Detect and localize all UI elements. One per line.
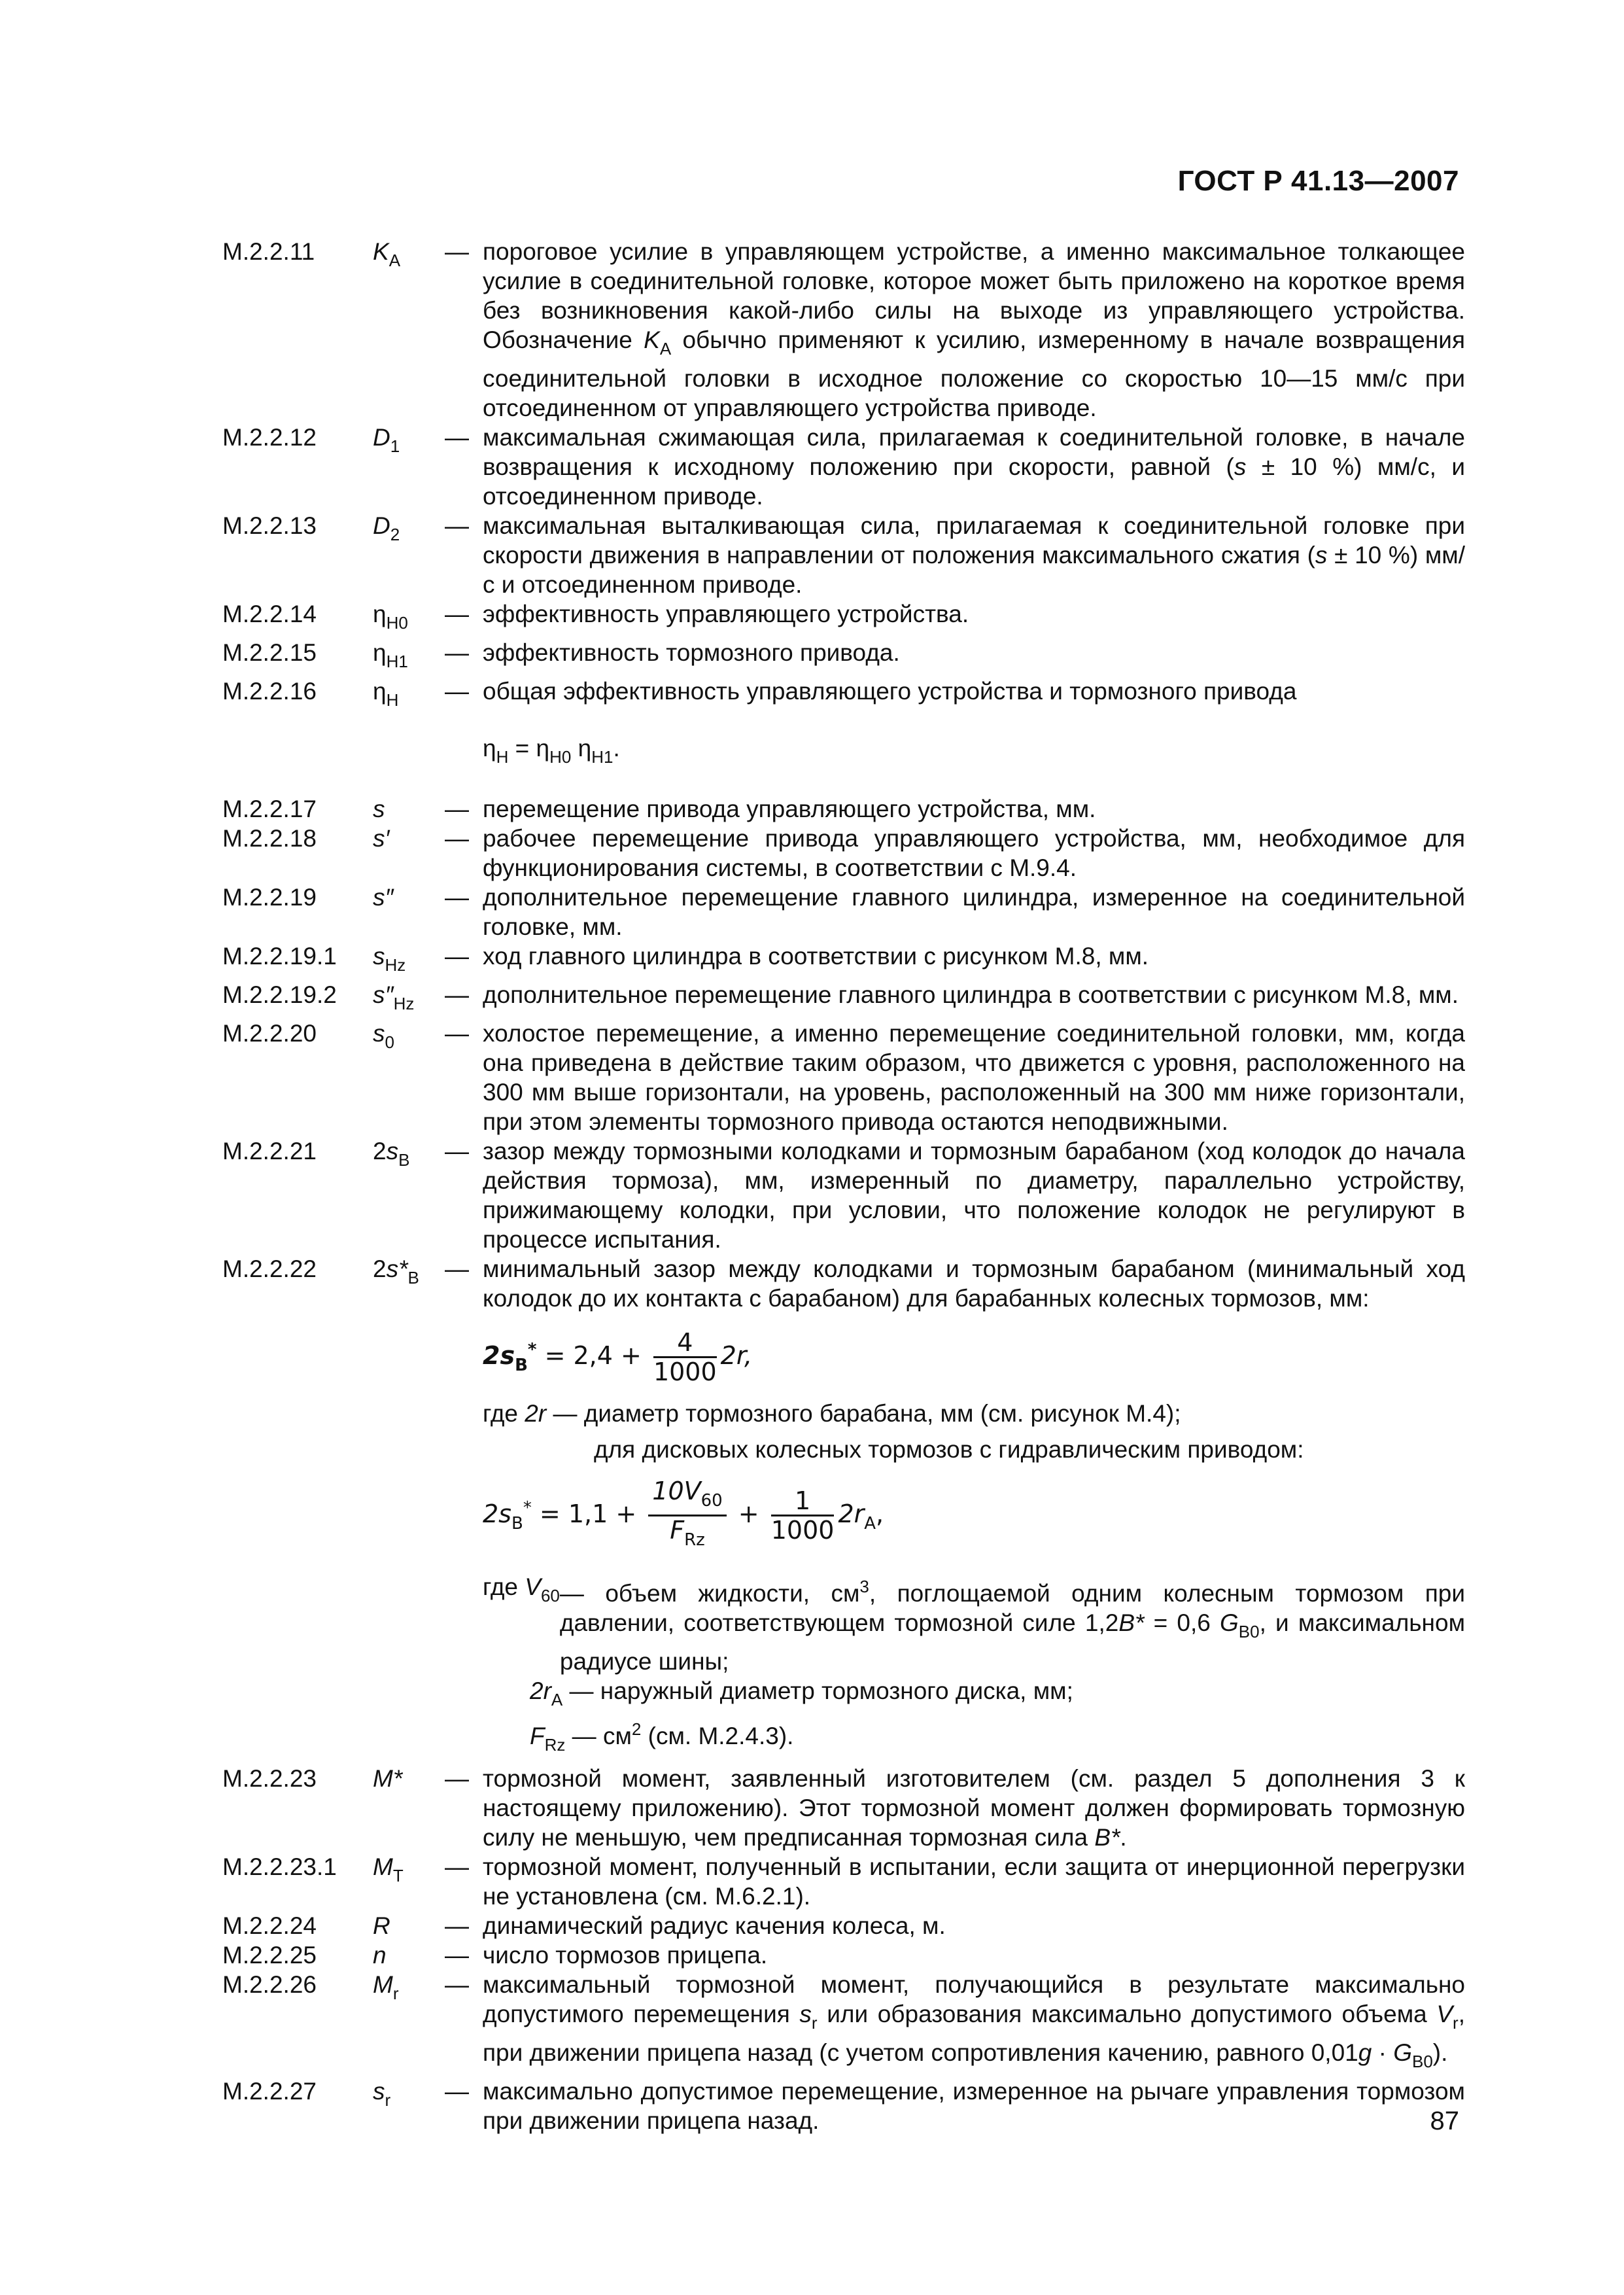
definition-text: эффективность управляющего устройства. — [483, 601, 969, 627]
clause-number: М.2.2.16 — [222, 678, 317, 705]
disc-note-v60: где $V_{60}$ — объем жидкости, $см^3$, поглощаемой одним колесным тормозом при давлении, соответствующем тормозной силе 1,2B* = 0,6 $G_{B0}$, и максимальном радиусе шины; — [483, 1573, 1466, 1675]
symbol: s′ — [373, 825, 390, 852]
symbol: $s_0$ — [373, 1020, 394, 1052]
dash: — — [445, 238, 469, 265]
definition-entry — [222, 1136, 1465, 1254]
symbol: $\eta_{H1}$ — [373, 639, 408, 671]
definition-entry — [222, 599, 1465, 638]
page-number: 87 — [1430, 2107, 1459, 2135]
disc-intro: для дисковых колесных тормозов с гидравлическим приводом: — [594, 1436, 1304, 1463]
clause-number: М.2.2.20 — [222, 1020, 317, 1047]
definition-text: рабочее перемещение привода управляющего устройства, мм, необходимое для функционирования системы, в соответствии с М.9.4. — [483, 825, 1465, 881]
definition-entry — [222, 1019, 1465, 1136]
clause-number: М.2.2.23 — [222, 1765, 317, 1792]
dash: — — [445, 1971, 469, 1998]
dash: — — [445, 796, 469, 822]
definition-text: дополнительное перемещение главного цилиндра в соответствии с рисунком М.8, мм. — [483, 981, 1459, 1008]
drum-note: где 2r — диаметр тормозного барабана, мм (см. рисунок М.4); — [483, 1400, 1181, 1427]
symbol: $s''_{Hz}$ — [373, 981, 415, 1013]
symbol: $2s*_B$ — [373, 1255, 419, 1288]
dash: — — [445, 639, 469, 666]
definition-entry — [222, 511, 1465, 599]
formula-disc-clearance: $2s_B^* = 1,1$ + $\frac{10V_{60}}{F_{Rz}}$ + $\frac{1}{1000}$ $2r_A$, — [483, 1477, 884, 1550]
symbol: $\eta_{H0}$ — [373, 601, 408, 633]
clause-number: М.2.2.26 — [222, 1971, 317, 1998]
clause-number: М.2.2.27 — [222, 2078, 317, 2105]
definition-text: динамический радиус качения колеса, м. — [483, 1912, 946, 1939]
definition-text: ход главного цилиндра в соответствии с рисунком М.8, мм. — [483, 943, 1149, 970]
symbol: $2s_B$ — [373, 1138, 410, 1170]
symbol: n — [373, 1942, 387, 1969]
clause-number: М.2.2.14 — [222, 601, 317, 627]
dash: — — [445, 825, 469, 852]
symbol: R — [373, 1912, 390, 1939]
dash: — — [445, 678, 469, 705]
definition-entry — [222, 980, 1465, 1019]
disc-note-frz: $F_{Rz}$ — $см^2$ (см. М.2.4.3). — [530, 1719, 794, 1755]
definition-text: максимальная сжимающая сила, прилагаемая к соединительной головке, в начале возвращения к исходному положению при скорости, равной (s ± 10 %) мм/с, и отсоединенном приводе. — [483, 424, 1465, 510]
symbol: $\eta_H$ — [373, 678, 399, 710]
symbol: $D_2$ — [373, 512, 400, 544]
symbol: s″ — [373, 884, 394, 911]
definition-text: общая эффективность управляющего устройства и тормозного привода — [483, 678, 1297, 705]
definition-text: эффективность тормозного привода. — [483, 639, 900, 666]
dash: — — [445, 2078, 469, 2105]
definition-entry — [222, 1940, 1465, 1970]
clause-number: М.2.2.21 — [222, 1138, 317, 1165]
clause-number: М.2.2.13 — [222, 512, 317, 539]
dash: — — [445, 884, 469, 911]
clause-number: М.2.2.19.2 — [222, 981, 337, 1008]
symbol: M* — [373, 1765, 403, 1792]
definition-text: максимальный тормозной момент, получающийся в результате максимально допустимого перемещения $s_r$ или образования максимально допустимого объема $V_r$, при движении прицепа назад (с учетом сопротивления качению, равного $0,01g \cdot G_{B0}$). — [483, 1971, 1465, 2071]
definition-entry — [222, 1852, 1465, 1911]
dash: — — [445, 512, 469, 539]
symbol: $M_T$ — [373, 1853, 404, 1885]
definition-text: максимально допустимое перемещение, измеренное на рычаге управления тормозом при движении прицепа назад. — [483, 2078, 1465, 2134]
symbol: $K_A$ — [373, 238, 401, 270]
symbol: s — [373, 796, 385, 822]
definition-entry — [222, 237, 1465, 423]
dash: — — [445, 1765, 469, 1792]
symbol: $s_{Hz}$ — [373, 943, 406, 975]
clause-number: М.2.2.23.1 — [222, 1853, 337, 1880]
definition-text: минимальный зазор между колодками и тормозным барабаном (минимальный ход колодок до их контакта с барабаном) для барабанных колесных тормозов, мм: — [483, 1255, 1465, 1312]
definition-entry — [222, 676, 1465, 715]
definition-text: тормозной момент, заявленный изготовителем (см. раздел 5 дополнения 3 к настоящему приложению). Этот тормозной момент должен формировать тормозную силу не меньшую, чем предписанная тормозная сила B*. — [483, 1765, 1465, 1851]
clause-number: М.2.2.18 — [222, 825, 317, 852]
symbol: $M_r$ — [373, 1971, 399, 2003]
dash: — — [445, 981, 469, 1008]
clause-number: М.2.2.19.1 — [222, 943, 337, 970]
dash: — — [445, 1020, 469, 1047]
definition-entry — [222, 794, 1465, 824]
definition-entry — [222, 638, 1465, 676]
dash: — — [445, 943, 469, 970]
dash: — — [445, 1138, 469, 1165]
dash: — — [445, 1853, 469, 1880]
definition-entry — [222, 824, 1465, 883]
definition-text: холостое перемещение, а именно перемещение соединительной головки, мм, когда она приведена в действие таким образом, что движется с уровня, расположенного на 300 мм выше горизонтали, на уровень, расположенный на 300 мм ниже горизонтали, при этом элементы тормозного привода остаются неподвижными. — [483, 1020, 1465, 1135]
definition-text: тормозной момент, полученный в испытании, если защита от инерционной перегрузки не установлена (см. М.6.2.1). — [483, 1853, 1465, 1910]
clause-number: М.2.2.19 — [222, 884, 317, 911]
dash: — — [445, 1912, 469, 1939]
definitions-list — [222, 237, 1465, 2135]
definition-entry — [222, 1764, 1465, 1852]
definition-entry — [222, 1254, 1465, 1313]
clause-number: М.2.2.11 — [222, 238, 315, 265]
clause-number: М.2.2.25 — [222, 1942, 317, 1969]
symbol: $s_r$ — [373, 2078, 391, 2110]
document-header: ГОСТ Р 41.13—2007 — [1177, 165, 1459, 197]
dash: — — [445, 1942, 469, 1969]
symbol: $D_1$ — [373, 424, 400, 456]
clause-number: М.2.2.12 — [222, 424, 317, 451]
formula-efficiency: $\eta_H = \eta_{H0}$ $\eta_{H1}$. — [483, 735, 620, 767]
definition-text: пороговое усилие в управляющем устройстве, а именно максимальное толкающее усилие в соединительной головке, которое может быть приложено на короткое время без возникновения какой-либо силы на выходе из управляющего устройства. Обозначение $K_A$ обычно применяют к усилию, измеренному в начале возвращения соединительной головки в исходное положение со скоростью 10—15 мм/с при отсоединенном от управляющего устройства приводе. — [483, 238, 1465, 421]
definition-text: зазор между тормозными колодками и тормозным барабаном (ход колодок до начала действия тормоза), мм, измеренный по диаметру, параллельно устройству, прижимающему колодки, при условии, что положение колодок не регулируют в процессе испытания. — [483, 1138, 1465, 1253]
definition-entry — [222, 1970, 1465, 2076]
definition-entry — [222, 2076, 1465, 2135]
definition-text: перемещение привода управляющего устройства, мм. — [483, 796, 1096, 822]
clause-number: М.2.2.22 — [222, 1255, 317, 1282]
dash: — — [445, 1255, 469, 1282]
clause-number: М.2.2.15 — [222, 639, 317, 666]
clause-number: М.2.2.17 — [222, 796, 317, 822]
definition-text: число тормозов прицепа. — [483, 1942, 768, 1969]
definition-text: максимальная выталкивающая сила, прилагаемая к соединительной головке при скорости движения в направлении от положения максимального сжатия (s ± 10 %) мм/с и отсоединенном приводе. — [483, 512, 1465, 598]
disc-note-ra: $2r_A$ — наружный диаметр тормозного диска, мм; — [530, 1677, 1073, 1709]
definition-entry — [222, 883, 1465, 941]
dash: — — [445, 424, 469, 451]
definition-entry — [222, 1911, 1465, 1940]
definition-entry — [222, 423, 1465, 511]
definition-entry — [222, 941, 1465, 980]
dash: — — [445, 601, 469, 627]
formula-drum-clearance: $2s_B^* = 2,4$ + $\frac{4}{1000}$ 2r, — [483, 1328, 753, 1386]
clause-number: М.2.2.24 — [222, 1912, 317, 1939]
definition-text: дополнительное перемещение главного цилиндра, измеренное на соединительной головке, мм. — [483, 884, 1465, 940]
